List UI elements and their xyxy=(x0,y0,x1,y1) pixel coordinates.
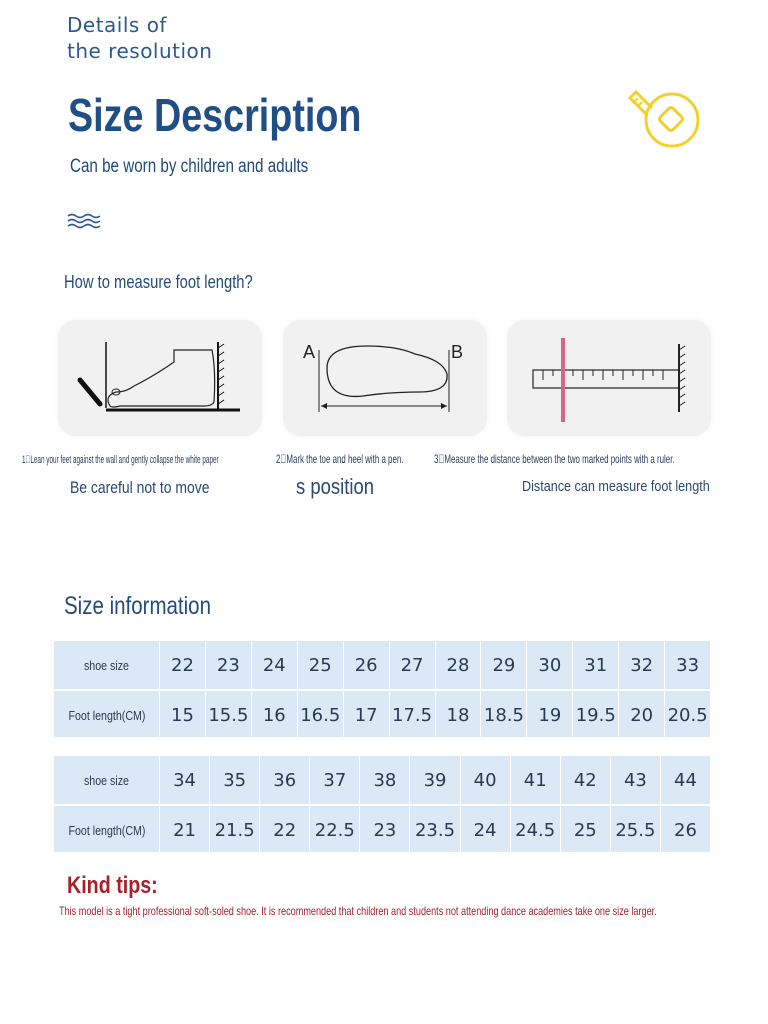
size-info-title xyxy=(64,592,243,621)
label-b: B xyxy=(451,342,464,362)
row-label-shoe-size xyxy=(54,756,159,804)
page-subtitle xyxy=(70,156,368,178)
details-line-1: Details of xyxy=(67,13,167,37)
table-cell: 42 xyxy=(560,756,610,804)
size-table-1-length-row xyxy=(54,689,710,737)
measure-note-2-text: s position xyxy=(296,474,375,499)
table-cell: 23.5 xyxy=(409,806,459,854)
table-cell: 24.5 xyxy=(510,806,560,854)
table-cell: 36 xyxy=(259,756,309,804)
row-label-foot-length xyxy=(54,691,159,739)
table-cell: 26 xyxy=(660,806,710,854)
table-cell: 43 xyxy=(610,756,660,804)
size-table-2-length-cells xyxy=(159,806,710,854)
measure-note-3-text: Distance can measure foot length xyxy=(522,478,710,495)
table-cell: 37 xyxy=(309,756,359,804)
page-title xyxy=(68,88,426,142)
row-label-shoe-size-text: shoe size xyxy=(83,657,130,673)
row-label-foot-length-text: Foot length(CM) xyxy=(67,822,146,838)
measure-step-1-text: 1 Lean your feet against the wall and gently collapse the white paper xyxy=(22,454,219,466)
table-cell: 18.5 xyxy=(480,691,526,739)
table-cell: 16.5 xyxy=(297,691,343,739)
table-cell: 39 xyxy=(409,756,459,804)
table-cell: 19 xyxy=(526,691,572,739)
table-cell: 23 xyxy=(205,641,251,689)
tips-title xyxy=(67,872,178,900)
waves-icon xyxy=(66,210,106,232)
row-label-foot-length-text: Foot length(CM) xyxy=(67,707,146,723)
size-table-1-size-row xyxy=(54,641,710,689)
table-cell: 24 xyxy=(251,641,297,689)
measure-card-foot xyxy=(58,320,262,436)
table-cell: 22 xyxy=(259,806,309,854)
row-label-shoe-size xyxy=(54,641,159,689)
foot-outline-illustration xyxy=(283,320,487,436)
table-cell: 25 xyxy=(560,806,610,854)
table-cell: 18 xyxy=(435,691,481,739)
table-cell: 17.5 xyxy=(389,691,435,739)
table-cell: 23 xyxy=(359,806,409,854)
table-cell: 20 xyxy=(618,691,664,739)
ruler-illustration xyxy=(507,320,711,436)
tips-text-content: This model is a tight professional soft-soled shoe. It is recommended that children and students not attending dance academies take one size larger. xyxy=(59,904,657,918)
tips-title-text: Kind tips: xyxy=(67,872,158,899)
details-line-2: the resolution xyxy=(67,39,213,63)
size-table-2-size-cells xyxy=(159,756,710,804)
measure-step-3-text: 3 Measure the distance between the two marked points with a ruler. xyxy=(434,452,675,466)
table-cell: 19.5 xyxy=(572,691,618,739)
measure-note-3 xyxy=(522,478,745,495)
label-a: A xyxy=(303,342,316,362)
table-cell: 44 xyxy=(660,756,710,804)
table-cell: 40 xyxy=(460,756,510,804)
table-cell: 32 xyxy=(618,641,664,689)
table-cell: 34 xyxy=(159,756,209,804)
measure-section-title-text: How to measure foot length? xyxy=(64,272,253,292)
measure-note-1 xyxy=(70,478,240,498)
table-cell: 25.5 xyxy=(610,806,660,854)
tape-measure-icon xyxy=(624,86,704,150)
size-table-2 xyxy=(54,756,710,852)
size-table-1-length-cells xyxy=(159,691,710,739)
table-cell: 22 xyxy=(159,641,205,689)
foot-against-wall-illustration xyxy=(58,320,262,436)
table-cell: 41 xyxy=(510,756,560,804)
table-cell: 27 xyxy=(389,641,435,689)
measure-note-1-text: Be careful not to move xyxy=(70,478,210,497)
measure-step-3 xyxy=(434,452,768,466)
size-table-1 xyxy=(54,641,710,737)
page-subtitle-text: Can be worn by children and adults xyxy=(70,156,309,177)
table-cell: 29 xyxy=(480,641,526,689)
table-cell: 15 xyxy=(159,691,205,739)
row-label-shoe-size-text: shoe size xyxy=(83,772,130,788)
size-table-1-size-cells xyxy=(159,641,710,689)
table-cell: 21.5 xyxy=(209,806,259,854)
tips-text xyxy=(59,904,768,918)
table-cell: 21 xyxy=(159,806,209,854)
table-cell: 17 xyxy=(343,691,389,739)
table-cell: 30 xyxy=(526,641,572,689)
table-cell: 16 xyxy=(251,691,297,739)
size-table-2-size-row xyxy=(54,756,710,804)
table-cell: 33 xyxy=(664,641,710,689)
table-cell: 38 xyxy=(359,756,409,804)
page-title-text: Size Description xyxy=(68,89,362,141)
table-cell: 25 xyxy=(297,641,343,689)
size-info-title-text: Size information xyxy=(64,592,211,620)
table-cell: 31 xyxy=(572,641,618,689)
table-cell: 20.5 xyxy=(664,691,710,739)
table-cell: 22.5 xyxy=(309,806,359,854)
measure-note-2 xyxy=(296,474,389,500)
measure-card-ruler xyxy=(507,320,711,436)
table-cell: 15.5 xyxy=(205,691,251,739)
table-cell: 28 xyxy=(435,641,481,689)
table-cell: 35 xyxy=(209,756,259,804)
table-cell: 24 xyxy=(460,806,510,854)
measure-section-title xyxy=(64,272,294,293)
measure-card-outline xyxy=(283,320,487,436)
measure-step-2-text: 2 Mark the toe and heel with a pen. xyxy=(276,452,404,466)
row-label-foot-length xyxy=(54,806,159,854)
details-heading xyxy=(67,12,212,64)
size-table-2-length-row xyxy=(54,804,710,852)
table-cell: 26 xyxy=(343,641,389,689)
